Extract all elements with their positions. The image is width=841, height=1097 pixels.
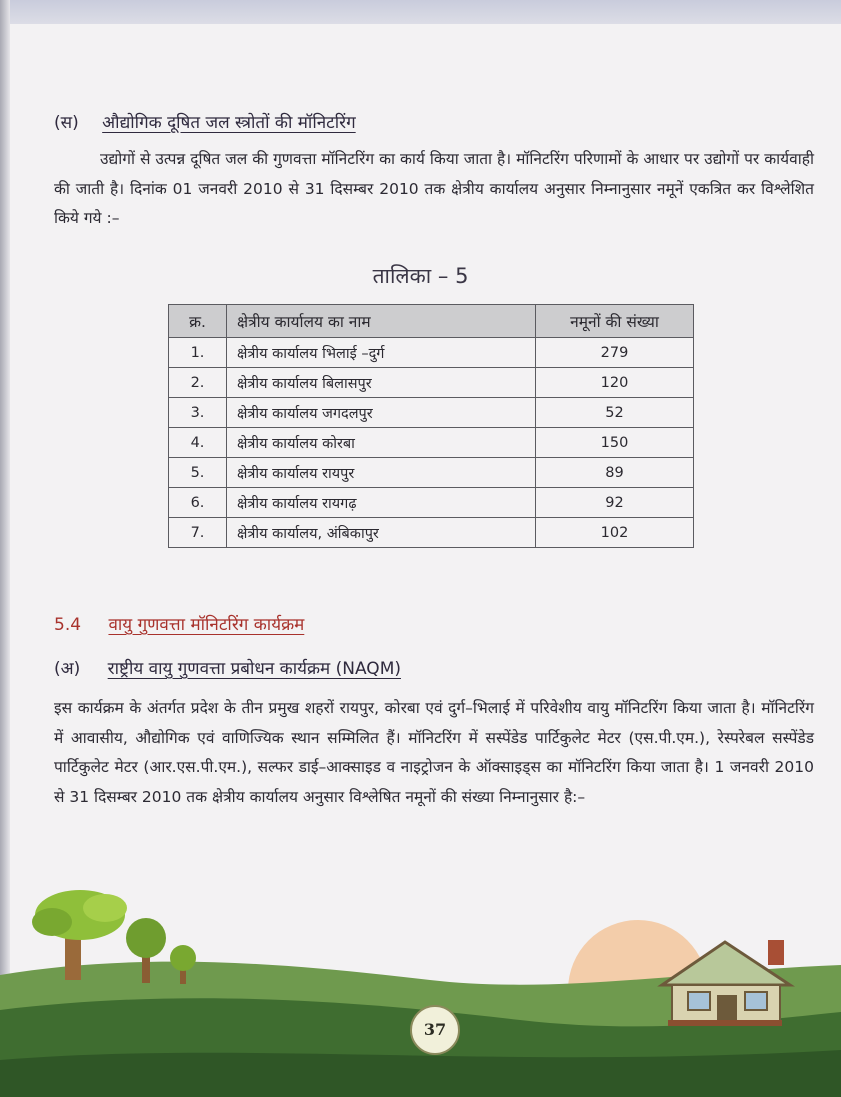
cell-count: 120 (536, 368, 694, 398)
cell-serial: 5. (169, 458, 227, 488)
section-s-marker: (स) (54, 113, 79, 133)
cell-office: क्षेत्रीय कार्यालय रायगढ़ (227, 488, 536, 518)
cell-office: क्षेत्रीय कार्यालय जगदलपुर (227, 398, 536, 428)
cell-count: 52 (536, 398, 694, 428)
cell-office: क्षेत्रीय कार्यालय कोरबा (227, 428, 536, 458)
section-5-4-title: वायु गुणवत्ता मॉनिटरिंग कार्यक्रम (108, 615, 305, 635)
section-5-4-heading (54, 612, 304, 635)
section-a-paragraph: इस कार्यक्रम के अंतर्गत प्रदेश के तीन प्रमुख शहरों रायपुर, कोरबा एवं दुर्ग–भिलाई में परिवेशीय वायु मॉनिटरिंग किया जाता है। मॉनिटरिंग में आवासीय, औद्योगिक एवं वाणिज्यिक स्थान सम्मिलित हैं। मॉनिटरिंग में सस्पेंडेड पार्टिकुलेट मेटर (एस.पी.एम.), रेस्परेबल सस्पेंडेड पार्टिकुलेट मेटर (आर.एस.पी.एम.), सल्फर डाई–आक्साइड व नाइट्रोजन के ऑक्साइड्स का मॉनिटरिंग किया जाता है। 1 जनवरी 2010 से 31 दिसम्बर 2010 तक क्षेत्रीय कार्यालय अनुसार विश्लेषित नमूनों की संख्या निम्नानुसार है:– (54, 699, 814, 806)
table-row (169, 398, 694, 428)
table-caption: तालिका – 5 (372, 264, 469, 288)
col-header-office: क्षेत्रीय कार्यालय का नाम (227, 305, 536, 338)
table-row (169, 338, 694, 368)
top-band (0, 0, 841, 24)
cell-office: क्षेत्रीय कार्यालय बिलासपुर (227, 368, 536, 398)
col-header-count: नमूनों की संख्या (536, 305, 694, 338)
ground-strip (0, 1050, 841, 1097)
cell-count: 89 (536, 458, 694, 488)
section-a-heading (54, 656, 401, 679)
cell-count: 150 (536, 428, 694, 458)
section-s-title: औद्योगिक दूषित जल स्त्रोतों की मॉनिटरिंग (102, 113, 356, 133)
table-row (169, 368, 694, 398)
cell-office: क्षेत्रीय कार्यालय भिलाई –दुर्ग (227, 338, 536, 368)
cell-office: क्षेत्रीय कार्यालय रायपुर (227, 458, 536, 488)
cell-serial: 7. (169, 518, 227, 548)
section-s-heading (54, 110, 356, 133)
footer-landscape-illustration (0, 870, 841, 1097)
cell-count: 92 (536, 488, 694, 518)
section-s-paragraph: उद्योगों से उत्पन्न दूषित जल की गुणवत्ता मॉनिटरिंग का कार्य किया जाता है। मॉनिटरिंग परिणामों के आधार पर उद्योगों पर कार्यवाही की जाती है। दिनांक 01 जनवरी 2010 से 31 दिसम्बर 2010 तक क्षेत्रीय कार्यालय अनुसार निम्नानुसार नमूनें एकत्रित कर विश्लेशित किये गये :– (54, 150, 814, 227)
table-row (169, 518, 694, 548)
table-row (169, 458, 694, 488)
cell-count: 279 (536, 338, 694, 368)
table-row (169, 428, 694, 458)
section-a-marker: (अ) (54, 659, 81, 679)
cell-serial: 6. (169, 488, 227, 518)
cell-serial: 3. (169, 398, 227, 428)
cell-count: 102 (536, 518, 694, 548)
cell-serial: 1. (169, 338, 227, 368)
cell-serial: 2. (169, 368, 227, 398)
section-a-title: राष्ट्रीय वायु गुणवत्ता प्रबोधन कार्यक्रम (NAQM) (107, 659, 401, 679)
table-header-row (169, 305, 694, 338)
cell-serial: 4. (169, 428, 227, 458)
section-5-4-number: 5.4 (54, 615, 82, 635)
cell-office: क्षेत्रीय कार्यालय, अंबिकापुर (227, 518, 536, 548)
col-header-serial: क्र. (169, 305, 227, 338)
offices-table (168, 304, 694, 548)
table-row (169, 488, 694, 518)
page-number-badge: 37 (410, 1005, 460, 1055)
